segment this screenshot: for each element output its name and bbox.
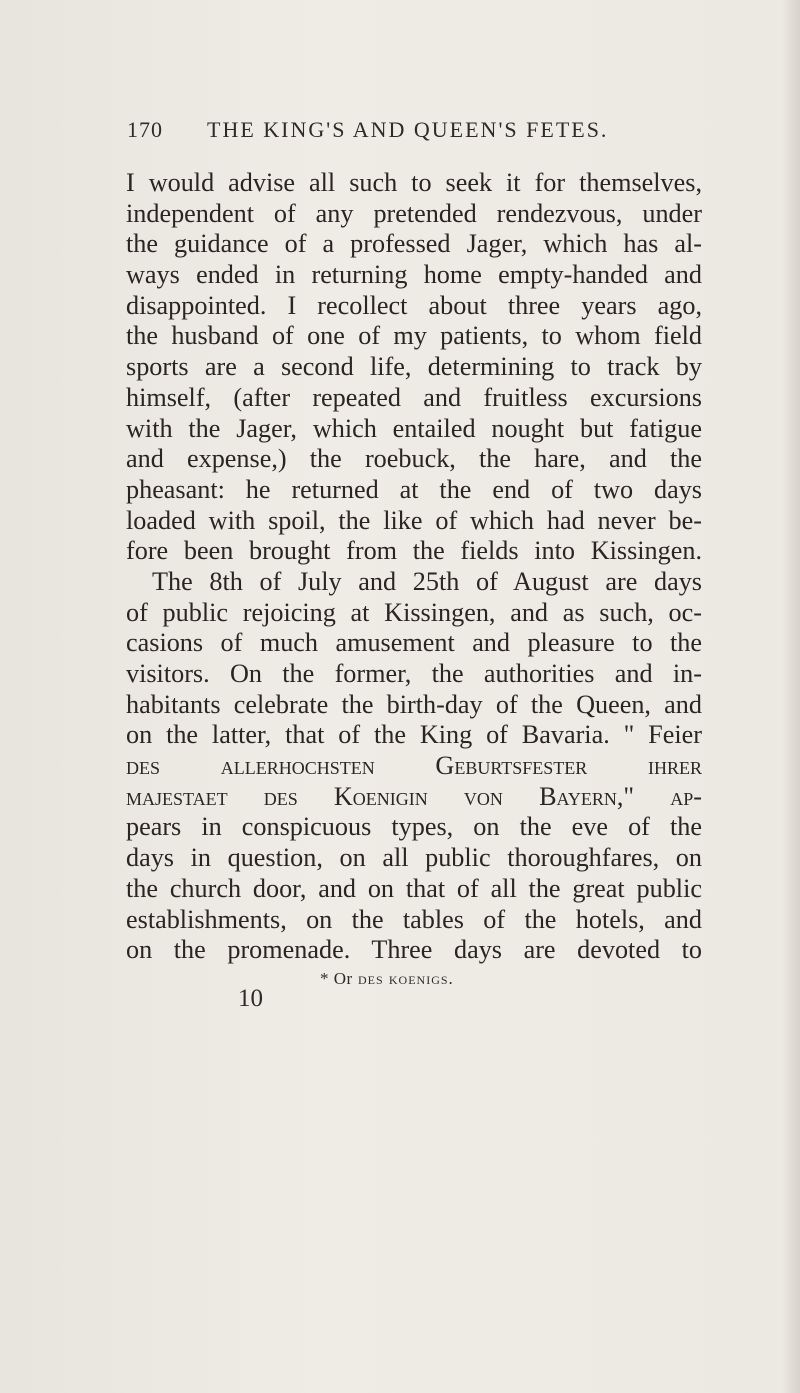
text-line: the guidance of a professed Jager, which has al- xyxy=(126,229,702,259)
text-line: sports are a second life, determining to track by xyxy=(126,352,702,382)
text-line: loaded with spoil, the like of which had never be- xyxy=(126,505,702,535)
footnote xyxy=(320,969,454,989)
text-line: days in question, on all public thoroughfares, on xyxy=(126,843,702,873)
text-line: with the Jager, which entailed nought but fatigue xyxy=(126,413,702,443)
running-title: THE KING'S AND QUEEN'S FETES. xyxy=(207,117,609,142)
text-line: fore been brought from the fields into Kissingen. xyxy=(126,536,702,566)
page-number: 170 xyxy=(127,117,163,142)
text-line: of public rejoicing at Kissingen, and as such, oc- xyxy=(126,597,702,627)
text-line: majestaet des Koenigin von Bayern," ap- xyxy=(126,781,702,811)
text-line: on the promenade. Three days are devoted to xyxy=(126,935,702,965)
text-line: habitants celebrate the birth-day of the Queen, and xyxy=(126,689,702,719)
text-line: and expense,) the roebuck, the hare, and the xyxy=(126,444,702,474)
signature-mark: 10 xyxy=(238,985,263,1012)
text-line: The 8th of July and 25th of August are days xyxy=(152,566,702,596)
text-line: disappointed. I recollect about three years ago, xyxy=(126,290,702,320)
text-line: on the latter, that of the King of Bavaria. " Feier xyxy=(126,720,702,750)
text-line: the husband of one of my patients, to whom field xyxy=(126,321,702,351)
body-text xyxy=(126,168,702,966)
text-line: pheasant: he returned at the end of two days xyxy=(126,474,702,504)
footnote-text-start: Or xyxy=(333,969,353,988)
text-line: independent of any pretended rendezvous, under xyxy=(126,198,702,228)
text-line: pears in conspicuous types, on the eve of the xyxy=(126,812,702,842)
text-line: ways ended in returning home empty-handed and xyxy=(126,260,702,290)
text-line: I would advise all such to seek it for themselves, xyxy=(126,168,702,197)
page-edge-shadow xyxy=(782,0,800,1393)
footnote-marker: * xyxy=(320,969,329,988)
text-line: himself, (after repeated and fruitless excursions xyxy=(126,382,702,412)
text-line: casions of much amusement and pleasure to the xyxy=(126,628,702,658)
footnote-text-rest: des koenigs. xyxy=(352,969,454,988)
page-header xyxy=(127,117,687,151)
text-line: establishments, on the tables of the hotels, and xyxy=(126,904,702,934)
text-line: the church door, and on that of all the great public xyxy=(126,873,702,903)
text-line: visitors. On the former, the authorities and in- xyxy=(126,659,702,688)
text-line: des allerhochsten Geburtsfester ihrer xyxy=(126,751,702,781)
